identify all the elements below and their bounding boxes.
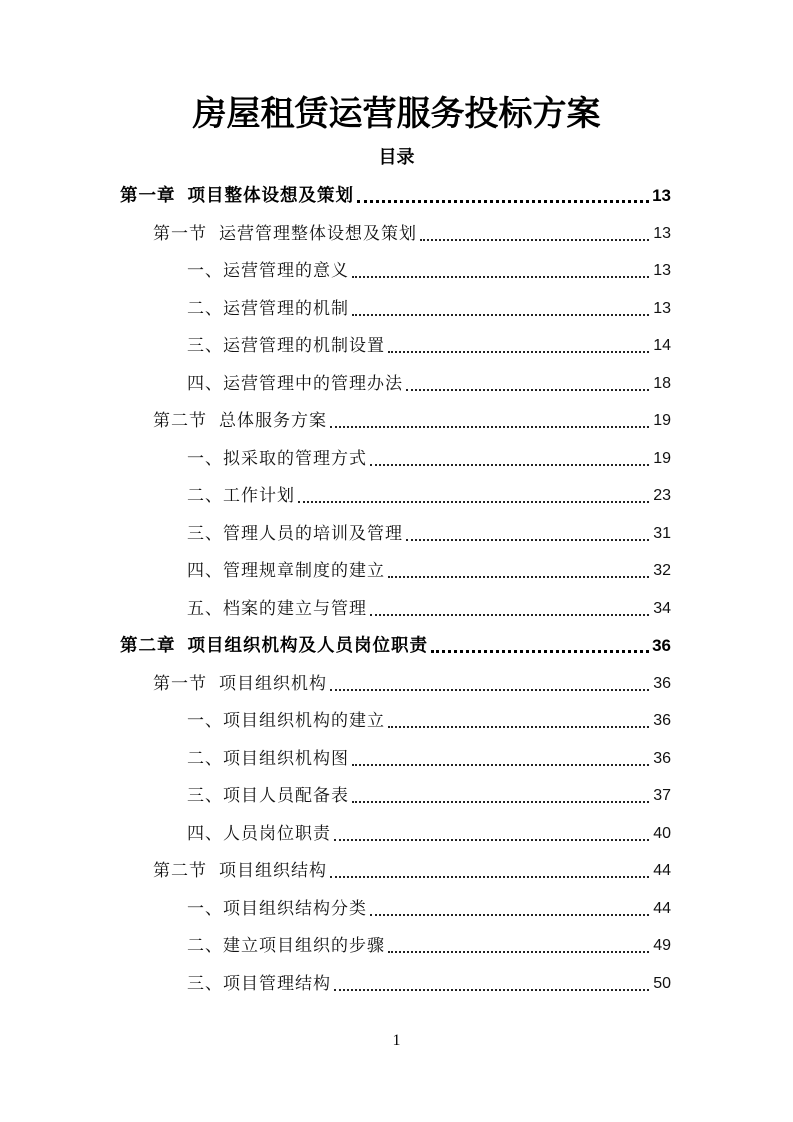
toc-entry-title: 运营管理中的管理办法 bbox=[223, 373, 403, 394]
toc-entry-prefix: 五、 bbox=[187, 598, 223, 619]
page-number: 1 bbox=[392, 1032, 401, 1049]
toc-entry-prefix: 三、 bbox=[187, 786, 223, 806]
toc-entry-prefix: 第二章 bbox=[120, 636, 176, 656]
toc-entry-title: 项目组织机构的建立 bbox=[223, 711, 385, 731]
toc-entry-page: 13 bbox=[653, 262, 671, 279]
toc-entry-prefix: 一、 bbox=[187, 898, 223, 919]
toc-entry-prefix: 二、 bbox=[187, 298, 223, 319]
toc-entry-prefix: 四、 bbox=[187, 823, 223, 844]
toc-entry-prefix: 三、 bbox=[187, 973, 223, 994]
toc-entry-prefix: 四、 bbox=[187, 373, 223, 394]
dot-leader bbox=[334, 979, 649, 991]
toc-entry-prefix: 三、 bbox=[187, 336, 223, 356]
dot-leader bbox=[388, 716, 649, 728]
toc-entry-chapter[interactable] bbox=[120, 178, 671, 208]
toc-entry-title: 项目人员配备表 bbox=[223, 786, 349, 806]
toc-entry-title: 项目组织机构及人员岗位职责 bbox=[187, 636, 428, 656]
toc-entry-page: 13 bbox=[653, 299, 671, 317]
toc-entry-item[interactable] bbox=[187, 891, 671, 921]
toc-entry-page: 36 bbox=[653, 674, 671, 692]
toc-entry-page: 13 bbox=[652, 186, 671, 205]
dot-leader bbox=[388, 341, 649, 353]
toc-entry-section[interactable] bbox=[153, 666, 671, 696]
toc-entry-page: 32 bbox=[653, 562, 671, 579]
dot-leader bbox=[352, 266, 649, 278]
toc-entry-item[interactable] bbox=[187, 478, 671, 508]
toc-entry-item[interactable] bbox=[187, 928, 671, 958]
toc-entry-prefix: 三、 bbox=[187, 523, 223, 544]
toc-entry-page: 36 bbox=[652, 636, 671, 655]
dot-leader bbox=[352, 791, 649, 803]
toc-entry-prefix: 第一节 bbox=[153, 223, 207, 244]
toc-entry-title: 运营管理的机制设置 bbox=[223, 336, 385, 356]
dot-leader bbox=[298, 491, 649, 503]
toc-entry-item[interactable] bbox=[187, 291, 671, 321]
toc-entry-item[interactable] bbox=[187, 591, 671, 621]
dot-leader bbox=[352, 304, 649, 316]
toc-entry-page: 31 bbox=[653, 524, 671, 542]
toc-entry-prefix: 一、 bbox=[187, 711, 223, 731]
dot-leader bbox=[406, 379, 649, 391]
toc-entry-title: 拟采取的管理方式 bbox=[223, 448, 367, 469]
dot-leader bbox=[388, 566, 649, 578]
toc-entry-title: 项目组织结构分类 bbox=[223, 898, 367, 919]
toc-entry-title: 档案的建立与管理 bbox=[223, 598, 367, 619]
dot-leader bbox=[370, 454, 649, 466]
dot-leader bbox=[352, 754, 649, 766]
toc-entry-item[interactable] bbox=[187, 703, 671, 733]
toc-entry-title: 管理人员的培训及管理 bbox=[223, 523, 403, 544]
toc-entry-page: 23 bbox=[653, 487, 671, 504]
toc-entry-section[interactable] bbox=[153, 853, 671, 883]
dot-leader bbox=[406, 529, 649, 541]
toc-entry-prefix: 二、 bbox=[187, 486, 223, 506]
toc-entry-title: 项目组织机构 bbox=[219, 673, 327, 694]
dot-leader bbox=[370, 604, 649, 616]
document-title: 房屋租赁运营服务投标方案 bbox=[192, 94, 601, 134]
toc-entry-page: 18 bbox=[653, 374, 671, 392]
toc-entry-title: 运营管理的机制 bbox=[223, 298, 349, 319]
toc-entry-title: 管理规章制度的建立 bbox=[223, 561, 385, 581]
toc-entry-item[interactable] bbox=[187, 553, 671, 583]
toc-entry-item[interactable] bbox=[187, 966, 671, 996]
toc-entry-prefix: 第二节 bbox=[153, 861, 207, 881]
dot-leader bbox=[330, 416, 649, 428]
toc-entry-title: 运营管理的意义 bbox=[223, 261, 349, 281]
toc-entry-item[interactable] bbox=[187, 741, 671, 771]
toc-entry-page: 40 bbox=[653, 824, 671, 842]
toc-entry-prefix: 第二节 bbox=[153, 411, 207, 431]
toc-entry-prefix: 二、 bbox=[187, 936, 223, 956]
toc-entry-section[interactable] bbox=[153, 216, 671, 246]
toc-entry-page: 44 bbox=[653, 862, 671, 879]
dot-leader bbox=[370, 904, 649, 916]
toc-entry-page: 19 bbox=[653, 412, 671, 429]
dot-leader bbox=[334, 829, 649, 841]
toc-entry-page: 14 bbox=[653, 337, 671, 354]
dot-leader bbox=[431, 640, 649, 653]
toc-entry-page: 13 bbox=[653, 224, 671, 242]
toc-entry-prefix: 一、 bbox=[187, 448, 223, 469]
toc-entry-title: 总体服务方案 bbox=[219, 411, 327, 431]
toc-entry-page: 34 bbox=[653, 599, 671, 617]
toc-entry-page: 36 bbox=[653, 749, 671, 767]
toc-entry-title: 项目组织机构图 bbox=[223, 748, 349, 769]
toc-entry-page: 49 bbox=[653, 937, 671, 954]
toc-entry-title: 工作计划 bbox=[223, 486, 295, 506]
toc-entry-item[interactable] bbox=[187, 516, 671, 546]
toc-entry-section[interactable] bbox=[153, 403, 671, 433]
toc-entry-title: 项目组织结构 bbox=[219, 861, 327, 881]
dot-leader bbox=[357, 190, 649, 203]
toc-entry-item[interactable] bbox=[187, 441, 671, 471]
toc-entry-page: 44 bbox=[653, 899, 671, 917]
toc-heading: 目录 bbox=[378, 147, 415, 168]
dot-leader bbox=[388, 941, 649, 953]
toc-entry-page: 36 bbox=[653, 712, 671, 729]
dot-leader bbox=[330, 679, 649, 691]
toc-entry-title: 建立项目组织的步骤 bbox=[223, 936, 385, 956]
toc-entry-item[interactable] bbox=[187, 816, 671, 846]
toc-entry-page: 37 bbox=[653, 787, 671, 804]
toc-entry-page: 50 bbox=[653, 974, 671, 992]
toc-entry-prefix: 第一章 bbox=[120, 186, 176, 206]
toc-entry-item[interactable] bbox=[187, 328, 671, 358]
toc-entry-chapter[interactable] bbox=[120, 628, 671, 658]
toc-entry-item[interactable] bbox=[187, 778, 671, 808]
toc-entry-prefix: 第一节 bbox=[153, 673, 207, 694]
toc-entry-title: 人员岗位职责 bbox=[223, 823, 331, 844]
toc-entry-page: 19 bbox=[653, 449, 671, 467]
toc-entry-item[interactable] bbox=[187, 366, 671, 396]
toc-entry-title: 项目管理结构 bbox=[223, 973, 331, 994]
dot-leader bbox=[420, 229, 649, 241]
toc-entry-title: 运营管理整体设想及策划 bbox=[219, 223, 417, 244]
toc-entry-title: 项目整体设想及策划 bbox=[187, 186, 354, 206]
toc-entry-prefix: 四、 bbox=[187, 561, 223, 581]
toc-entry-prefix: 一、 bbox=[187, 261, 223, 281]
toc-entry-item[interactable] bbox=[187, 253, 671, 283]
toc-entry-prefix: 二、 bbox=[187, 748, 223, 769]
dot-leader bbox=[330, 866, 649, 878]
